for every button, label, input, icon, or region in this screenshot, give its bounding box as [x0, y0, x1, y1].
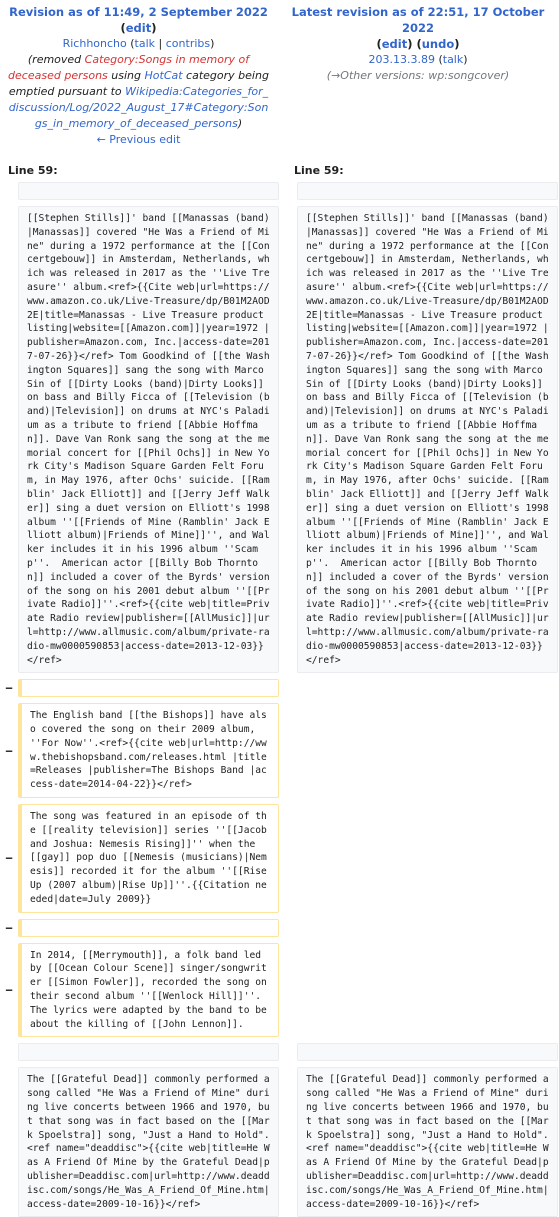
diff-marker-empty	[279, 1067, 297, 1217]
context-cell-old	[18, 1043, 279, 1061]
summary-category-link[interactable]: Category:Songs in memory of deceased persons	[8, 53, 250, 82]
deleted-line-marker: −	[5, 851, 13, 866]
cfd-log-link[interactable]: Wikipedia:Categories_for_discussion/Log/2022_August_17#Category:Songs_in_memory_of_deceased_persons	[8, 85, 269, 130]
empty-cell	[297, 679, 558, 697]
empty-cell	[297, 943, 558, 1038]
deleted-cell: The song was featured in an episode of the [[reality television]] series ''[[Jacob and Joshua: Nemesis Rising]]'' when the [[gay]] pop duo [[Nemesis (musicians)|Nemesis]] recorded it for the album ''[[Rise Up (2007 album)|Rise Up]]''.{{Citation needed|date=July 2009}}	[18, 804, 279, 913]
diff-marker-empty	[0, 1067, 18, 1217]
new-line-number: Line 59:	[294, 164, 344, 177]
diff-row-deleted	[0, 919, 559, 937]
context-cell-new: [[Stephen Stills]]' band [[Manassas (band)|Manassas]] covered "He Was a Friend of Mine" during a 1972 performance at the [[Concertgebouw]] in Amsterdam, Netherlands, which was released in 2017 as the ''Live Treasure'' album.<ref>{{Cite web|url=https://www.amazon.co.uk/Live-Treasure/dp/B01M2AOD2E|title=Manassas - Live Treasure product listing|website=[[Amazon.com]]|year=1972 |publisher=Amazon.com, Inc.|access-date=2017-07-26}}</ref> Tom Goodkind of [[the Washington Squares]] sang the song with Marco Sin of [[Dirty Looks (band)|Dirty Looks]] on bass and Billy Ficca of [[Television (band)|Television]] on drums at NYC's Paladium as a tribute to friend [[Abbie Hoffman]]. Dave Van Ronk sang the song at the memorial concert for [[Phil Ochs]] in New York City's Madison Square Garden Felt Forum, in May 1976, after Ochs' suicide. [[Ramblin' Jack Elliott]] and [[Jerry Jeff Walker]] sing a duet version on Elliott's 1998 album ''[[Friends of Mine (Ramblin' Jack Elliott album)|Friends of Mine]]'', and Walker includes it in his 1996 album ''Scamp''. American actor [[Billy Bob Thornton]] included a cover of the Byrds' version of the song on his 2001 debut album ''[[Private Radio]]''.<ref>{{cite web|title=Private Radio review|publisher=[[AllMusic]]|url=http://www.allmusic.com/album/private-radio-mw0000590853|access-date=2013-12-03}}</ref>	[297, 206, 558, 673]
old-revision-link[interactable]: Revision as of 11:49, 2 September 2022	[9, 5, 268, 19]
undo-link[interactable]: undo	[421, 37, 455, 51]
diff-row	[0, 1043, 559, 1061]
diff-marker-empty	[0, 206, 18, 673]
diff-row-deleted	[0, 943, 559, 1038]
new-user-link[interactable]: 203.13.3.89	[368, 53, 435, 66]
context-cell-old: The [[Grateful Dead]] commonly performed a song called "He Was a Friend of Mine" during live concerts between 1966 and 1970, but that song was in fact based on the [[Mark Spoelstra]] song, "Just a Hand to Hold".<ref name="deaddisc">{{cite web|title=He Was A Friend Of Mine by the Grateful Dead|publisher=Deaddisc.com|url=http://www.deaddisc.com/songs/He_Was_A_Friend_Of_Mine.htm|access-date=2009-10-16}}</ref>	[18, 1067, 279, 1217]
deleted-cell	[18, 679, 279, 697]
new-revision-title	[283, 4, 553, 36]
diff-row	[0, 182, 559, 200]
context-cell-old: [[Stephen Stills]]' band [[Manassas (band)|Manassas]] covered "He Was a Friend of Mine" during a 1972 performance at the [[Concertgebouw]] in Amsterdam, Netherlands, which was released in 2017 as the ''Live Treasure'' album.<ref>{{Cite web|url=https://www.amazon.co.uk/Live-Treasure/dp/B01M2AOD2E|title=Manassas - Live Treasure product listing|website=[[Amazon.com]]|year=1972 |publisher=Amazon.com, Inc.|access-date=2017-07-26}}</ref> Tom Goodkind of [[the Washington Squares]] sang the song with Marco Sin of [[Dirty Looks (band)|Dirty Looks]] on bass and Billy Ficca of [[Television (band)|Television]] on drums at NYC's Paladium as a tribute to friend [[Abbie Hoffman]]. Dave Van Ronk sang the song at the memorial concert for [[Phil Ochs]] in New York City's Madison Square Garden Felt Forum, in May 1976, after Ochs' suicide. [[Ramblin' Jack Elliott]] and [[Jerry Jeff Walker]] sing a duet version on Elliott's 1998 album ''[[Friends of Mine (Ramblin' Jack Elliott album)|Friends of Mine]]'', and Walker includes it in his 1996 album ''Scamp''. American actor [[Billy Bob Thornton]] included a cover of the Byrds' version of the song on his 2001 debut album ''[[Private Radio]]''.<ref>{{cite web|title=Private Radio review|publisher=[[AllMusic]]|url=http://www.allmusic.com/album/private-radio-mw0000590853|access-date=2013-12-03}}</ref>	[18, 206, 279, 673]
paren: (	[130, 37, 135, 50]
context-cell-old	[18, 182, 279, 200]
deleted-cell: In 2014, [[Merrymouth]], a folk band led by [[Ocean Colour Scene]] singer/songwriter [[Simon Fowler]], recorded the song on their second album ''[[Wenlock Hill]]''. The lyrics were adapted by the band to be about the killing of [[John Lennon]].	[18, 943, 279, 1038]
diff-row-deleted	[0, 679, 559, 697]
empty-cell	[297, 703, 558, 798]
deleted-line-marker: −	[5, 743, 13, 758]
paren: )	[151, 21, 157, 35]
diff-marker-empty	[279, 804, 297, 913]
old-edit-summary	[6, 52, 271, 132]
new-revision-link[interactable]: Latest revision as of 22:51, 17 October 2022	[291, 5, 545, 35]
deleted-cell: The English band [[the Bishops]] have also covered the song on their 2009 album, ''For Now''.<ref>{{cite web|url=http://www.thebishopsband.com/releases.html |title=Releases |publisher=The Bishops Band |access-date=2014-04-22}}</ref>	[18, 703, 279, 798]
old-revision-user	[6, 36, 271, 52]
diff-marker-empty	[279, 1043, 297, 1061]
context-cell-new: The [[Grateful Dead]] commonly performed a song called "He Was a Friend of Mine" during live concerts between 1966 and 1970, but that song was in fact based on the [[Mark Spoelstra]] song, "Just a Hand to Hold".<ref name="deaddisc">{{cite web|title=He Was A Friend Of Mine by the Grateful Dead|publisher=Deaddisc.com|url=http://www.deaddisc.com/songs/He_Was_A_Friend_Of_Mine.htm|access-date=2009-10-16}}</ref>	[297, 1067, 558, 1217]
diff-marker-empty	[279, 943, 297, 1038]
diff-body	[0, 182, 559, 1217]
old-edit-link[interactable]: edit	[125, 21, 152, 35]
new-revision-actions	[283, 36, 553, 52]
old-revision-title	[6, 4, 271, 36]
diff-marker-empty	[0, 1043, 18, 1061]
empty-cell	[297, 804, 558, 913]
diff-marker-empty	[0, 182, 18, 200]
diff-header	[0, 0, 559, 148]
old-line-number: Line 59:	[8, 164, 58, 177]
hotcat-link[interactable]: HotCat	[144, 69, 183, 82]
diff-marker-empty	[279, 206, 297, 673]
old-contribs-link[interactable]: contribs	[165, 37, 211, 50]
summary-text: )	[237, 117, 243, 130]
new-revision-user	[283, 52, 553, 68]
new-revision-header	[277, 0, 559, 148]
deleted-cell	[18, 919, 279, 937]
old-talk-link[interactable]: talk	[134, 37, 156, 50]
line-number-row	[0, 160, 559, 182]
summary-text: using	[107, 69, 145, 82]
diff-marker-empty	[279, 919, 297, 937]
previous-edit	[6, 132, 271, 148]
new-edit-summary: (→Other versions: wp:songcover)	[326, 69, 510, 82]
paren: (	[416, 37, 422, 51]
diff-marker-empty	[279, 703, 297, 798]
empty-cell	[297, 919, 558, 937]
diff-marker-empty	[279, 182, 297, 200]
diff-row-deleted	[0, 703, 559, 798]
context-cell-new	[297, 1043, 558, 1061]
paren: )	[454, 37, 460, 51]
previous-edit-link[interactable]: ← Previous edit	[96, 133, 181, 146]
paren: (	[120, 21, 126, 35]
paren: )	[463, 53, 468, 66]
new-edit-link[interactable]: edit	[381, 37, 408, 51]
old-revision-header	[0, 0, 277, 148]
paren: (	[376, 37, 382, 51]
diff-row	[0, 1067, 559, 1217]
old-user-link[interactable]: Richhoncho	[62, 37, 127, 50]
separator: |	[158, 37, 163, 50]
diff-row-deleted	[0, 804, 559, 913]
context-cell-new	[297, 182, 558, 200]
summary-text: (removed	[27, 53, 85, 66]
diff-marker-empty	[279, 679, 297, 697]
deleted-line-marker: −	[5, 983, 13, 998]
diff-row	[0, 206, 559, 673]
paren: )	[210, 37, 215, 50]
new-talk-link[interactable]: talk	[442, 53, 464, 66]
paren: )	[407, 37, 413, 51]
deleted-line-marker: −	[5, 681, 13, 696]
paren: (	[438, 53, 443, 66]
summary-text: category being emptied pursuant to	[8, 69, 269, 98]
deleted-line-marker: −	[5, 920, 13, 935]
